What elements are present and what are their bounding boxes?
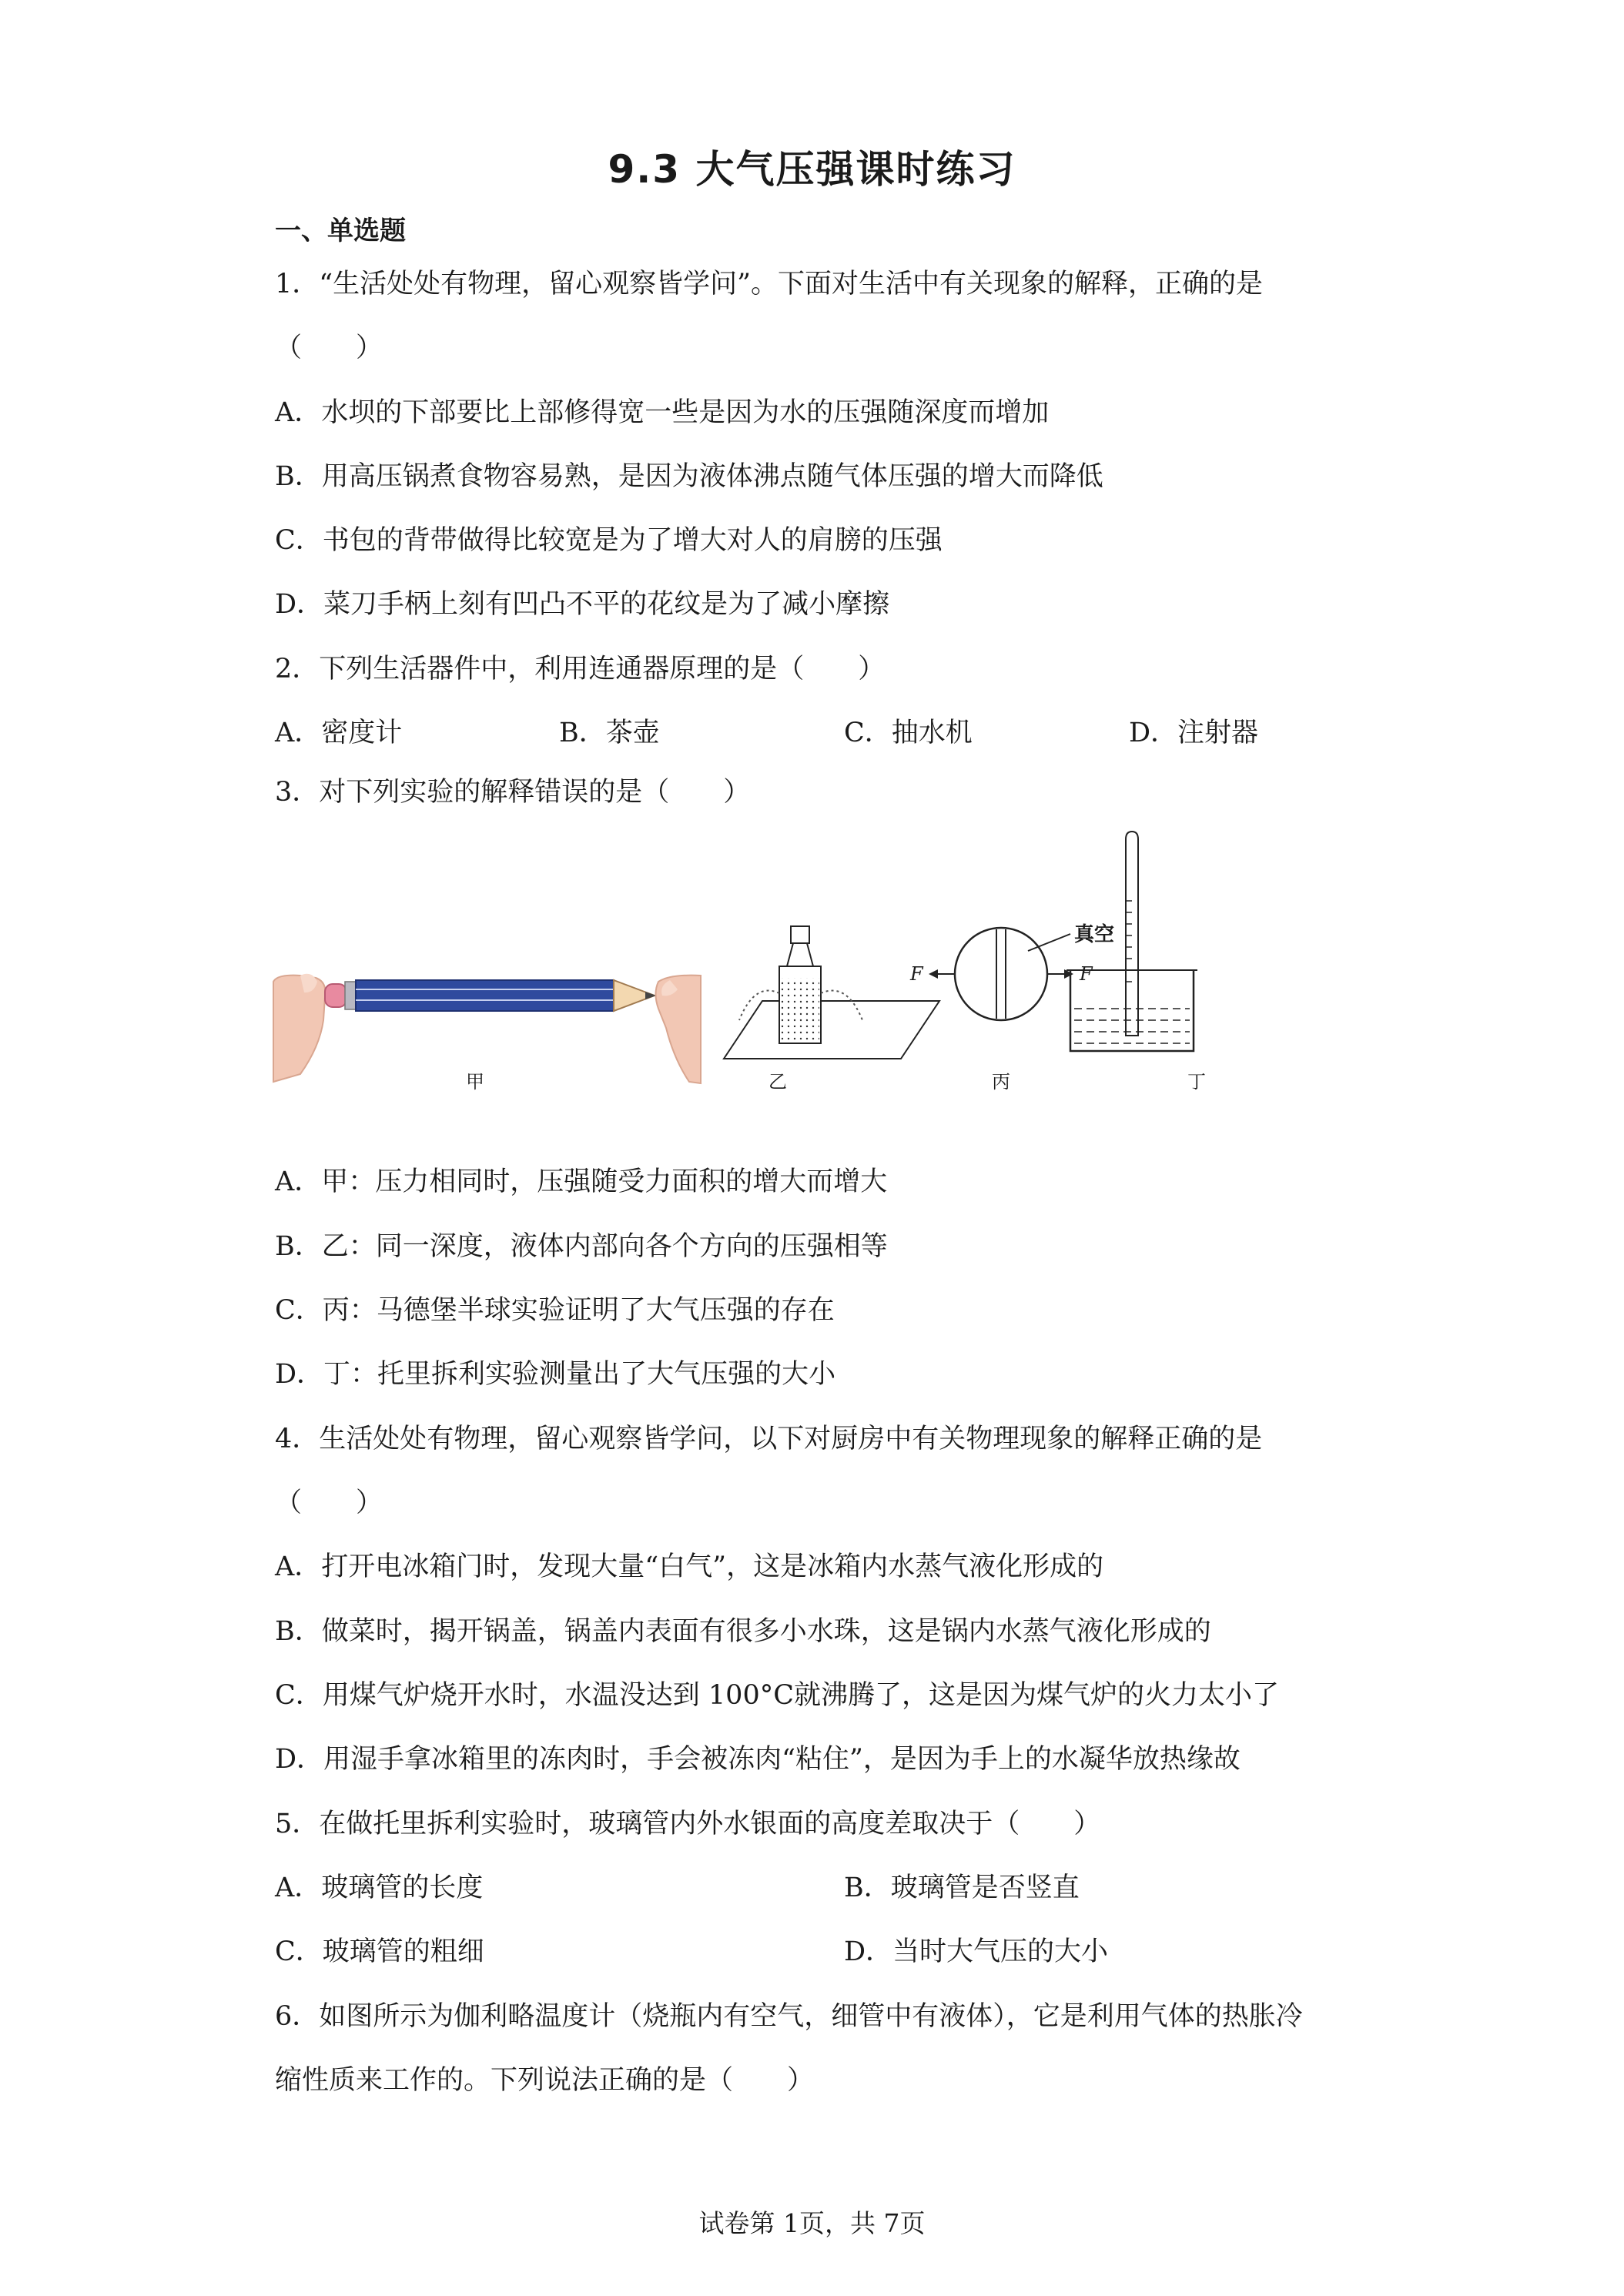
q3-option-c: C．丙：马德堡半球实验证明了大气压强的存在 xyxy=(275,1295,835,1326)
q5-option-a: A．玻璃管的长度 xyxy=(275,1873,484,1903)
bottle-experiment xyxy=(724,926,939,1059)
q5-option-c: C．玻璃管的粗细 xyxy=(275,1936,484,1967)
force-label-left: F xyxy=(910,963,923,985)
q3-option-d: D．丁：托里拆利实验测量出了大气压强的大小 xyxy=(275,1359,836,1390)
figure-label-yi: 乙 xyxy=(768,1071,787,1093)
magdeburg-experiment xyxy=(929,928,1073,1020)
vacuum-label: 真空 xyxy=(1074,923,1115,946)
figure-label-jia: 甲 xyxy=(466,1071,484,1093)
bottle-cap-icon xyxy=(791,926,809,943)
page-title: 9.3 大气压强课时练习 xyxy=(608,147,1016,192)
q3-option-b: B．乙：同一深度，液体内部向各个方向的压强相等 xyxy=(275,1231,888,1262)
q3-option-a: A．甲：压力相同时，压强随受力面积的增大而增大 xyxy=(275,1166,888,1197)
pencil-eraser-icon xyxy=(325,984,347,1007)
hemisphere-icon xyxy=(955,928,1047,1020)
right-water-jet-icon xyxy=(821,991,862,1020)
pencil-experiment xyxy=(273,974,701,1083)
q1-option-d: D．菜刀手柄上刻有凹凸不平的花纹是为了减小摩擦 xyxy=(275,589,890,620)
q4-option-b: B．做菜时，揭开锅盖，锅盖内表面有很多小水珠，这是锅内水蒸气液化形成的 xyxy=(275,1616,1211,1647)
glass-tube-icon xyxy=(1126,832,1138,1036)
q4-option-a: A．打开电冰箱门时，发现大量“白气”，这是冰箱内水蒸气液化形成的 xyxy=(275,1551,1104,1582)
q5-option-d: D．当时大气压的大小 xyxy=(844,1936,1109,1967)
q6-stem-line1: 6．如图所示为伽利略温度计（烧瓶内有空气，细管中有液体），它是利用气体的热胀冷 xyxy=(275,2001,1303,2032)
q5-option-b: B．玻璃管是否竖直 xyxy=(844,1873,1080,1903)
q1-option-a: A．水坝的下部要比上部修得宽一些是因为水的压强随深度而增加 xyxy=(275,397,1050,428)
page-footer: 试卷第 1页，共 7页 xyxy=(698,2208,926,2238)
pencil-body-icon xyxy=(356,980,614,1011)
q1-stem-line2: （ ） xyxy=(275,333,383,363)
q4-stem-line2: （ ） xyxy=(275,1488,383,1518)
q1-stem-line1: 1．“生活处处有物理，留心观察皆学问”。下面对生活中有关现象的解释，正确的是 xyxy=(275,269,1264,300)
q4-option-c: C．用煤气炉烧开水时，水温没达到 100°C就沸腾了，这是因为煤气炉的火力太小了 xyxy=(275,1680,1279,1711)
q5-stem: 5．在做托里拆利实验时，玻璃管内外水银面的高度差取决于（ ） xyxy=(275,1809,1101,1839)
q2-option-a: A．密度计 xyxy=(275,718,403,748)
section-heading: 一、单选题 xyxy=(275,216,406,246)
q4-option-d: D．用湿手拿冰箱里的冻肉时，手会被冻肉“粘住”，是因为手上的水凝华放热缘故 xyxy=(275,1744,1241,1775)
q2-option-c: C．抽水机 xyxy=(844,718,973,748)
force-label-right: F xyxy=(1080,963,1093,985)
q4-stem-line1: 4．生活处处有物理，留心观察皆学问，以下对厨房中有关物理现象的解释正确的是 xyxy=(275,1424,1263,1454)
q1-option-b: B．用高压锅煮食物容易熟，是因为液体沸点随气体压强的增大而降低 xyxy=(275,461,1103,492)
q6-stem-line2: 缩性质来工作的。下列说法正确的是（ ） xyxy=(275,2065,815,2096)
q3-stem: 3．对下列实验的解释错误的是（ ） xyxy=(275,777,751,808)
q3-figure xyxy=(270,828,1271,1105)
q2-option-b: B．茶壶 xyxy=(559,718,660,748)
left-finger-icon xyxy=(273,976,326,1082)
figure-label-bing: 丙 xyxy=(992,1071,1010,1093)
q1-option-c: C．书包的背带做得比较宽是为了增大对人的肩膀的压强 xyxy=(275,525,943,556)
table-surface-icon xyxy=(724,1001,939,1059)
q2-option-d: D．注射器 xyxy=(1129,718,1259,748)
figure-label-ding: 丁 xyxy=(1187,1071,1206,1093)
q3-figure-svg xyxy=(270,828,1271,1105)
q2-stem: 2．下列生活器件中，利用连通器原理的是（ ） xyxy=(275,654,886,684)
pencil-ferrule-icon xyxy=(345,982,356,1009)
